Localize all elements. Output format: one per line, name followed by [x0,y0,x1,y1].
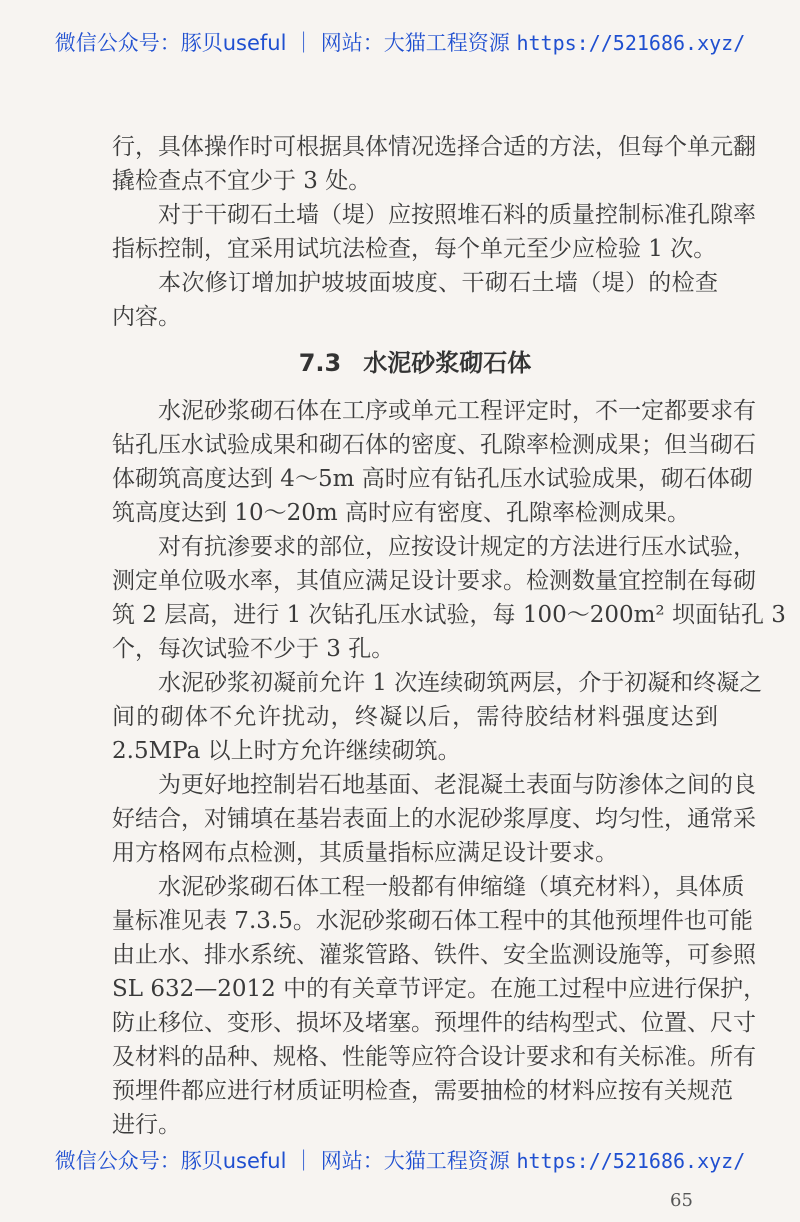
text-line: 2.5MPa 以上时方允许继续砌筑。 [112,738,461,764]
section-title: 水泥砂浆砌石体 [363,349,532,377]
text-line: 行，具体操作时可根据具体情况选择合适的方法，但每个单元翻 [112,134,756,160]
text-line: 本次修订增加护坡坡面坡度、干砌石土墙（堤）的检查 [158,270,718,296]
text-line: 进行。 [112,1112,181,1138]
section-heading [112,334,718,394]
text-line: 预埋件都应进行材质证明检查，需要抽检的材料应按有关规范 [112,1078,733,1104]
text-line: 水泥砂浆砌石体工程一般都有伸缩缝（填充材料），具体质 [158,874,745,900]
paragraph [112,666,763,768]
text-line: 指标控制，宜采用试坑法检查，每个单元至少应检验 1 次。 [112,236,717,262]
page-number: 65 [670,1190,693,1211]
page-body [112,130,786,1142]
paragraph [112,130,756,198]
paragraph [112,198,756,266]
text-line: 好结合，对铺填在基岩表面上的水泥砂浆厚度、均匀性，通常采 [112,806,756,832]
text-line: 为更好地控制岩石地基面、老混凝土表面与防渗体之间的良 [158,772,756,798]
paragraph [112,530,786,666]
text-line: 筑高度达到 10～20m 高时应有密度、孔隙率检测成果。 [112,500,690,526]
text-line: 由止水、排水系统、灌浆管路、铁件、安全监测设施等，可参照 [112,942,756,968]
paragraph [112,394,756,530]
text-line: 体砌筑高度达到 4～5m 高时应有钻孔压水试验成果，砌石体砌 [112,466,753,492]
text-line: 对有抗渗要求的部位，应按设计规定的方法进行压水试验， [158,534,756,560]
text-line: 内容。 [112,304,181,330]
paragraph [112,266,718,334]
text-line: 水泥砂浆砌石体在工序或单元工程评定时，不一定都要求有 [158,398,756,424]
text-line: 筑 2 层高，进行 1 次钻孔压水试验，每 100～200m² 坝面钻孔 3 [112,602,786,628]
text-line: SL 632—2012 中的有关章节评定。在施工过程中应进行保护， [112,976,767,1002]
paragraph [112,870,767,1142]
text-line: 水泥砂浆初凝前允许 1 次连续砌筑两层，介于初凝和终凝之 [158,670,763,696]
text-line: 防止移位、变形、损坏及堵塞。预埋件的结构型式、位置、尺寸 [112,1010,756,1036]
watermark-top [0,30,800,56]
text-line: 量标准见表 7.3.5。水泥砂浆砌石体工程中的其他预埋件也可能 [112,908,753,934]
watermark-url: https://521686.xyz/ [516,1149,746,1173]
watermark-bottom [0,1148,800,1174]
paragraph [112,768,756,870]
watermark-url: https://521686.xyz/ [516,31,746,55]
text-line: 撬检查点不宜少于 3 处。 [112,168,372,194]
text-line: 钻孔压水试验成果和砌石体的密度、孔隙率检测成果；但当砌石 [112,432,756,458]
text-line: 用方格网布点检测，其质量指标应满足设计要求。 [112,840,618,866]
text-line: 及材料的品种、规格、性能等应符合设计要求和有关标准。所有 [112,1044,756,1070]
section-number: 7.3 [298,349,342,377]
text-line: 间的砌体不允许扰动，终凝以后，需待胶结材料强度达到 [112,704,718,730]
watermark-text: 微信公众号：豚贝useful ｜ 网站：大猫工程资源 [54,31,517,55]
text-line: 个，每次试验不少于 3 孔。 [112,636,395,662]
text-line: 测定单位吸水率，其值应满足设计要求。检测数量宜控制在每砌 [112,568,756,594]
watermark-text: 微信公众号：豚贝useful ｜ 网站：大猫工程资源 [54,1149,517,1173]
text-line: 对于干砌石土墙（堤）应按照堆石料的质量控制标准孔隙率 [158,202,756,228]
